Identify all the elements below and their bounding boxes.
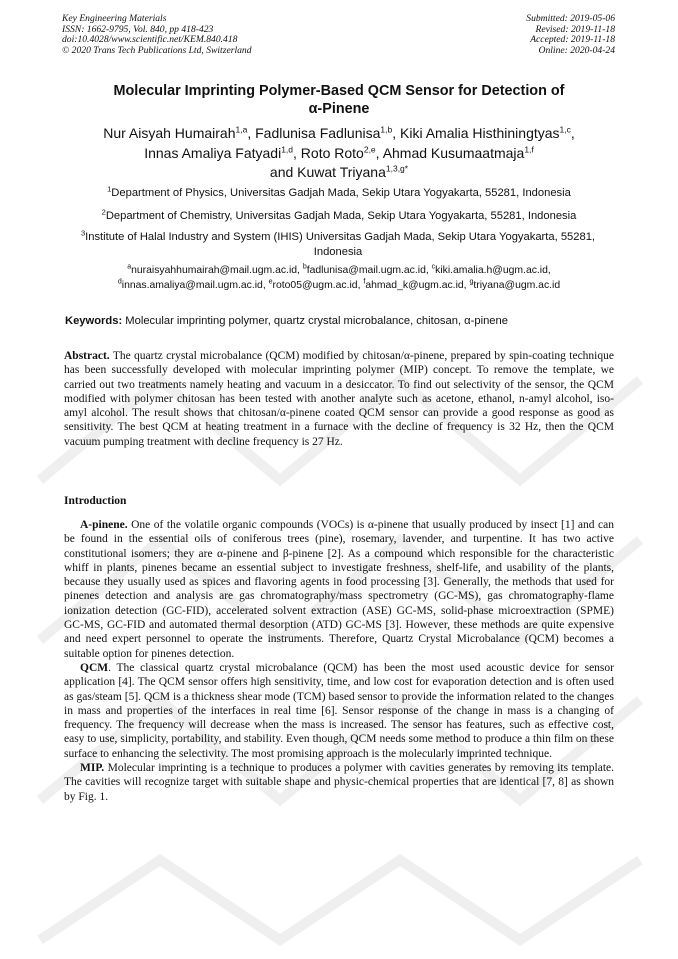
title-line-2: α-Pinene: [308, 101, 370, 117]
keywords-label: Keywords:: [65, 315, 123, 327]
author-name: Kiki Amalia Histhiningtyas: [400, 125, 560, 141]
author-line-1: Nur Aisyah Humairah$^{1,a}$, Fadlunisa Fadlunisa$^{1,b}$, Kiki Amalia Histhiningtyas$^{1,c}$,: [103, 124, 575, 141]
affiliation-3: $^3$Institute of Halal Industry and System (IHIS) Universitas Gadjah Mada, Sekip Utara Yogyakarta, 55281, Indonesia: [80, 228, 596, 258]
issn: ISSN: 1662-9795, Vol. 840, pp 418-423: [62, 23, 214, 35]
journal-info: [62, 14, 252, 56]
date-online: Online: 2020-04-24: [538, 44, 615, 56]
email-line-1: $^a$nuraisyahhumairah@mail.ugm.ac.id, $^b$fadlunisa@mail.ugm.ac.id, $^c$kiki.amalia.h@ugm.ac.id,: [127, 263, 551, 276]
paragraph-lead: MIP.: [80, 762, 105, 775]
date-revised: Revised: 2019-11-18: [535, 23, 615, 35]
keywords-text: Molecular imprinting polymer, quartz crystal microbalance, chitosan, α-pinene: [122, 315, 508, 327]
abstract-text: The quartz crystal microbalance (QCM) modified by chitosan/α-pinene, prepared by spin-coating technique has been successfully developed with molecular imprinting polymer (MIP) concept. To remove the template, we carried out two treatments namely heating and vacuum in a desiccator. To find out selectivity of the sensor, the QCM modified with polymer chitosan has been tested with another analyte such as acetone, ethanol, n-amyl alcohol, iso-amyl alcohol. The result shows that chitosan/α-pinene coated QCM sensor can provide a good response as good as sensitivity. The best QCM at heating treatment in a furnace with the decline of frequency is 32 Hz, then the QCM vacuum pumping treatment with decline frequency is 27 Hz.: [64, 350, 614, 448]
abstract-label: Abstract.: [64, 350, 110, 362]
introduction-body: [64, 518, 614, 804]
date-submitted: Submitted: 2019-05-06: [526, 13, 615, 24]
journal-name: Key Engineering Materials: [62, 13, 167, 24]
author-name: Nur Aisyah Humairah: [103, 125, 236, 141]
affiliation-2: $^2$Department of Chemistry, Universitas Gadjah Mada, Sekip Utara Yogyakarta, 55281, Indonesia: [101, 207, 577, 222]
email-address: fadlunisa@mail.ugm.ac.id,: [306, 265, 432, 276]
date-accepted: Accepted: 2019-11-18: [530, 34, 615, 46]
author-name: and Kuwat Triyana: [269, 164, 386, 180]
author-sup: 2,e: [363, 143, 376, 154]
title-line-1: Molecular Imprinting Polymer-Based QCM Sensor for Detection of: [113, 83, 565, 99]
author-line-2: Innas Amaliya Fatyadi$^{1,d}$, Roto Roto$^{2,e}$, Ahmad Kusumaatmaja$^{1,f}$: [144, 143, 534, 161]
paragraph-mip: MIP. Molecular imprinting is a technique to produces a polymer with cavities generates by removing its template. The cavities will recognize target with suitable shape and physic-chemical properties that are identical [7, 8] as shown by Fig. 1.: [64, 762, 614, 803]
paragraph-a-pinene: A-pinene. One of the volatile organic compounds (VOCs) is α-pinene that usually produced by insect [1] and can be found in the essential oils of coniferous trees (pine), rosemary, lavender, and turpentine. It has two active constitutional isomers; they are α-pinene and β-pinene [2]. As a compound which responsible for the characteristic whiff in plants, pinenes became an essential subject to investigate freshness, shelf-life, and usability of the plants, because they usually used as spices and flavoring agents in food processing [3]. Generally, the methods that used for pinenes detection and analysis are gas chromatography/mass spectrometry (GC-MS), gas chromatography-flame ionization detection (GC-FID), accelerated solvent extraction (ASE) GC-MS, solid-phase microextraction (SPME) GC-MS, GC-FID and automated thermal desorption (ATD) GC-MS [3]. However, these methods are quite expensive and need expert personnel to operate the instruments. Therefore, Quartz Crystal Microbalance (QCM) becomes a suitable option for pinenes detection.: [64, 519, 614, 660]
email-list: [62, 264, 616, 293]
email-address: triyana@ugm.ac.id: [473, 279, 561, 291]
author-sup: 1,b: [380, 124, 393, 135]
doi: doi:10.4028/www.scientific.net/KEM.840.418: [62, 34, 238, 46]
email-line-2: $^d$innas.amaliya@mail.ugm.ac.id, $^e$roto05@ugm.ac.id, $^f$ahmad_k@ugm.ac.id, $^g$triyana@ugm.ac.id: [117, 278, 561, 291]
author-sup: 1,3,g*: [385, 163, 409, 174]
keywords: [65, 314, 616, 328]
author-name: Innas Amaliya Fatyadi: [144, 144, 282, 161]
author-name: Ahmad Kusumaatmaja: [382, 144, 525, 161]
author-name: Fadlunisa Fadlunisa: [255, 125, 381, 141]
email-address: innas.amaliya@mail.ugm.ac.id,: [121, 279, 269, 291]
author-name: Roto Roto: [300, 144, 364, 161]
email-address: roto05@ugm.ac.id,: [272, 279, 364, 291]
paragraph-lead: A-pinene.: [80, 519, 128, 531]
paragraph-qcm: QCM. The classical quartz crystal microbalance (QCM) has been the most used acoustic device for sensor application [4]. The QCM sensor offers high sensitivity, time, and low cost for evaporation detection and is often used as gas/steam [5]. QCM is a thickness shear mode (TCM) based sensor to provide the information related to the changes in mass and properties of the interfaces in real time [6]. Sensor response of the change in mass is a changing of frequency. The frequency will decrease when the mass is increased. The sensor has features, such as effective cost, easy to use, simplicity, portability, and stability. Even though, QCM needs some method to produce a thin film on these surface to enhancing the selectivity. The most promising approach is the molecularly imprinted technique.: [64, 661, 614, 760]
email-address: ahmad_k@ugm.ac.id,: [365, 279, 470, 291]
paragraph-lead: QCM: [80, 661, 109, 674]
author-list: [62, 124, 616, 183]
author-sup: 1,f: [524, 143, 534, 154]
paper-title: [62, 82, 616, 118]
copyright: © 2020 Trans Tech Publications Ltd, Switzerland: [62, 44, 252, 56]
article-dates: [526, 14, 615, 56]
email-address: nuraisyahhumairah@mail.ugm.ac.id,: [131, 265, 303, 276]
email-address: kiki.amalia.h@ugm.ac.id,: [435, 265, 551, 276]
author-sup: 1,d: [281, 143, 294, 154]
author-sup: 1,c: [559, 124, 571, 135]
section-heading-introduction: Introduction: [64, 495, 127, 507]
author-line-3: [62, 163, 616, 183]
author-sup: 1,a: [235, 124, 248, 135]
abstract: [64, 349, 614, 449]
affiliation-1: $^1$Department of Physics, Universitas Gadjah Mada, Sekip Utara Yogyakarta, 55281, Indonesia: [107, 184, 571, 199]
